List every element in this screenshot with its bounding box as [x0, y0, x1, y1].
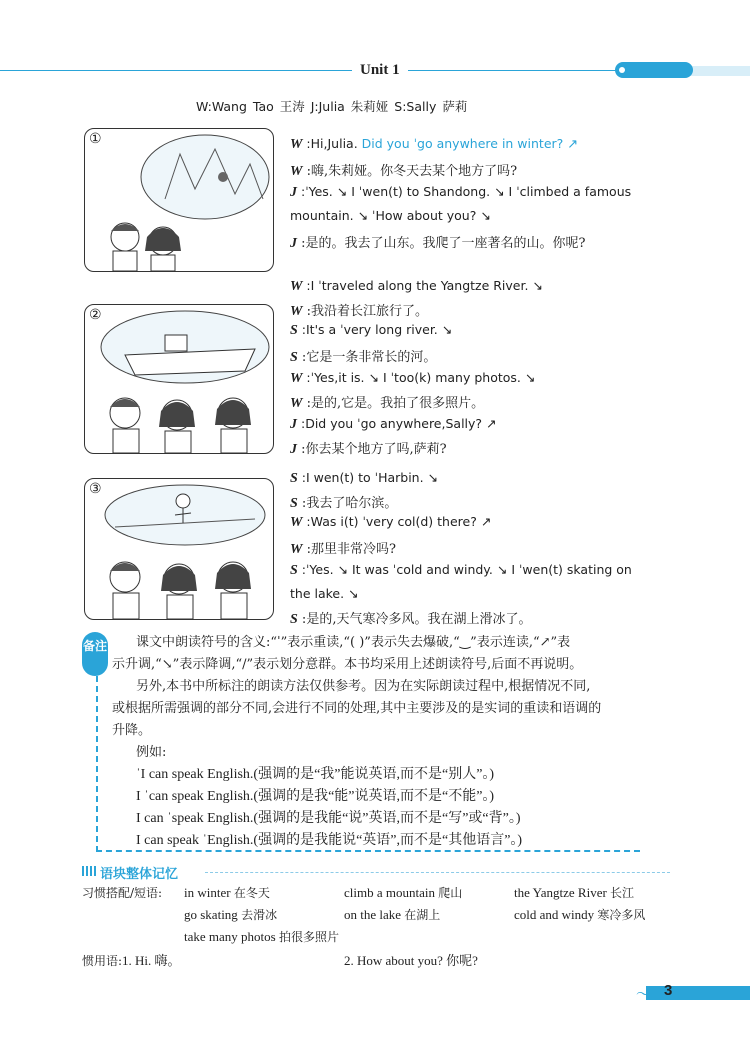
phrase-item: go skating 去滑冰: [184, 907, 278, 922]
header-decoration: [690, 66, 750, 76]
dialogue-translation: W :那里非常冷吗?: [290, 542, 396, 557]
idiom-item: 2. How about you? 你呢?: [344, 953, 478, 968]
phrase-item: in winter 在冬天: [184, 885, 270, 900]
note-paragraph: 示升调,“↘”表示降调,“/”表示划分意群。本书均采用上述朗读符号,后面不再说明。: [112, 657, 583, 672]
dialogue-line: the lake. ↘: [290, 586, 359, 601]
note-paragraph: 另外,本书中所标注的朗读方法仅供参考。因为在实际朗读过程中,根据情况不同,: [136, 679, 591, 694]
dialogue-translation: S :它是一条非常长的河。: [290, 350, 437, 365]
note-paragraph: 或根据所需强调的部分不同,会进行不同的处理,其中主要涉及的是实词的重读和语调的: [112, 701, 602, 716]
note-paragraph: 课文中朗读符号的含义:“ˈ”表示重读,“( )”表示失去爆破,“‿”表示连读,“↗”表: [136, 635, 571, 650]
phrase-item: cold and windy 寒冷多风: [514, 907, 646, 922]
dialogue-translation: J :你去某个地方了吗,萨莉?: [290, 442, 447, 457]
speaker: W: [290, 137, 303, 152]
note-paragraph: 升降。: [112, 723, 152, 738]
role-legend: W:Wang Tao 王涛 J:Julia 朱莉娅 S:Sally 萨莉: [196, 99, 468, 114]
dialogue-translation: W :我沿着长江旅行了。: [290, 304, 428, 319]
example-sentence: I can ˈspeak English.(强调的是我能“说”英语,而不是“写”或“背”。): [136, 811, 521, 826]
dialogue-line: J :Did you ˈgo anywhere,Sally? ↗: [290, 416, 497, 432]
section-icon: [82, 866, 96, 876]
section-title: 语块整体记忆: [100, 867, 179, 882]
scene-2-picture: [84, 304, 274, 454]
dialogue-line: S :ˈYes. ↘ It was ˈcold and windy. ↘ I ˈwen(t) skating on: [290, 562, 632, 578]
skating-illustration: [85, 479, 273, 619]
scene-1-picture: [84, 128, 274, 272]
page-bar: [646, 986, 750, 1000]
dialogue-line: W :I ˈtraveled along the Yangtze River. ↘: [290, 278, 543, 294]
example-sentence: I ˈcan speak English.(强调的是我“能”说英语,而不是“不能”。): [136, 789, 495, 804]
phrase-item: on the lake 在湖上: [344, 907, 441, 922]
scene-number: ②: [89, 308, 102, 323]
dialogue-line: W :Was i(t) ˈvery col(d) there? ↗: [290, 514, 492, 530]
example-sentence: ˈI can speak English.(强调的是“我”能说英语,而不是“别人”。): [136, 767, 495, 782]
dialogue-line: S :It's a ˈvery long river. ↘: [290, 322, 453, 338]
dialogue-line: S :I wen(t) to ˈHarbin. ↘: [290, 470, 439, 486]
dialogue-line: W :ˈYes,it is. ↘ I ˈtoo(k) many photos. ↘: [290, 370, 536, 386]
dialogue-translation: S :我去了哈尔滨。: [290, 496, 398, 511]
phrase-item: the Yangtze River 长江: [514, 885, 635, 900]
note-tag: 备注: [82, 632, 108, 676]
dialogue-translation: W :是的,它是。我拍了很多照片。: [290, 396, 485, 411]
header-pill: [615, 62, 693, 78]
scene-number: ①: [89, 132, 102, 147]
rising-arrow-icon: ↗: [567, 137, 579, 152]
example-sentence: I can speak ˈEnglish.(强调的是我能说“英语”,而不是“其他语言”。): [136, 833, 523, 848]
highlighted-question: Did you ˈgo anywhere in winter?: [361, 136, 564, 151]
phrase-item: take many photos 拍很多照片: [184, 929, 339, 944]
wave-icon: 〜: [636, 987, 650, 1003]
example-label: 例如:: [136, 745, 167, 760]
dialogue-line: W :Hi,Julia. Did you ˈgo anywhere in winter? ↗: [290, 136, 579, 152]
scene-number: ③: [89, 482, 102, 497]
dialogue-line: J :ˈYes. ↘ I ˈwen(t) to Shandong. ↘ I ˈclimbed a famous: [290, 184, 632, 200]
idioms-label: 惯用语:1. Hi. 嗨。: [82, 953, 181, 968]
section-divider: [205, 872, 670, 873]
unit-title: Unit 1: [352, 62, 408, 79]
dialogue-translation: W :嗨,朱莉娅。你冬天去某个地方了吗?: [290, 164, 518, 179]
page-number: 3: [664, 982, 673, 999]
cave-illustration: [85, 129, 273, 271]
dialogue-line: mountain. ↘ ˈHow about you? ↘: [290, 208, 491, 223]
dialogue-translation: J :是的。我去了山东。我爬了一座著名的山。你呢?: [290, 236, 586, 251]
header-pill-dot: [619, 67, 625, 73]
ship-illustration: [85, 305, 273, 453]
scene-3-picture: [84, 478, 274, 620]
dialogue-translation: S :是的,天气寒冷多风。我在湖上滑冰了。: [290, 612, 532, 627]
phrases-label: 习惯搭配/短语:: [82, 886, 163, 900]
phrase-item: climb a mountain 爬山: [344, 885, 463, 900]
